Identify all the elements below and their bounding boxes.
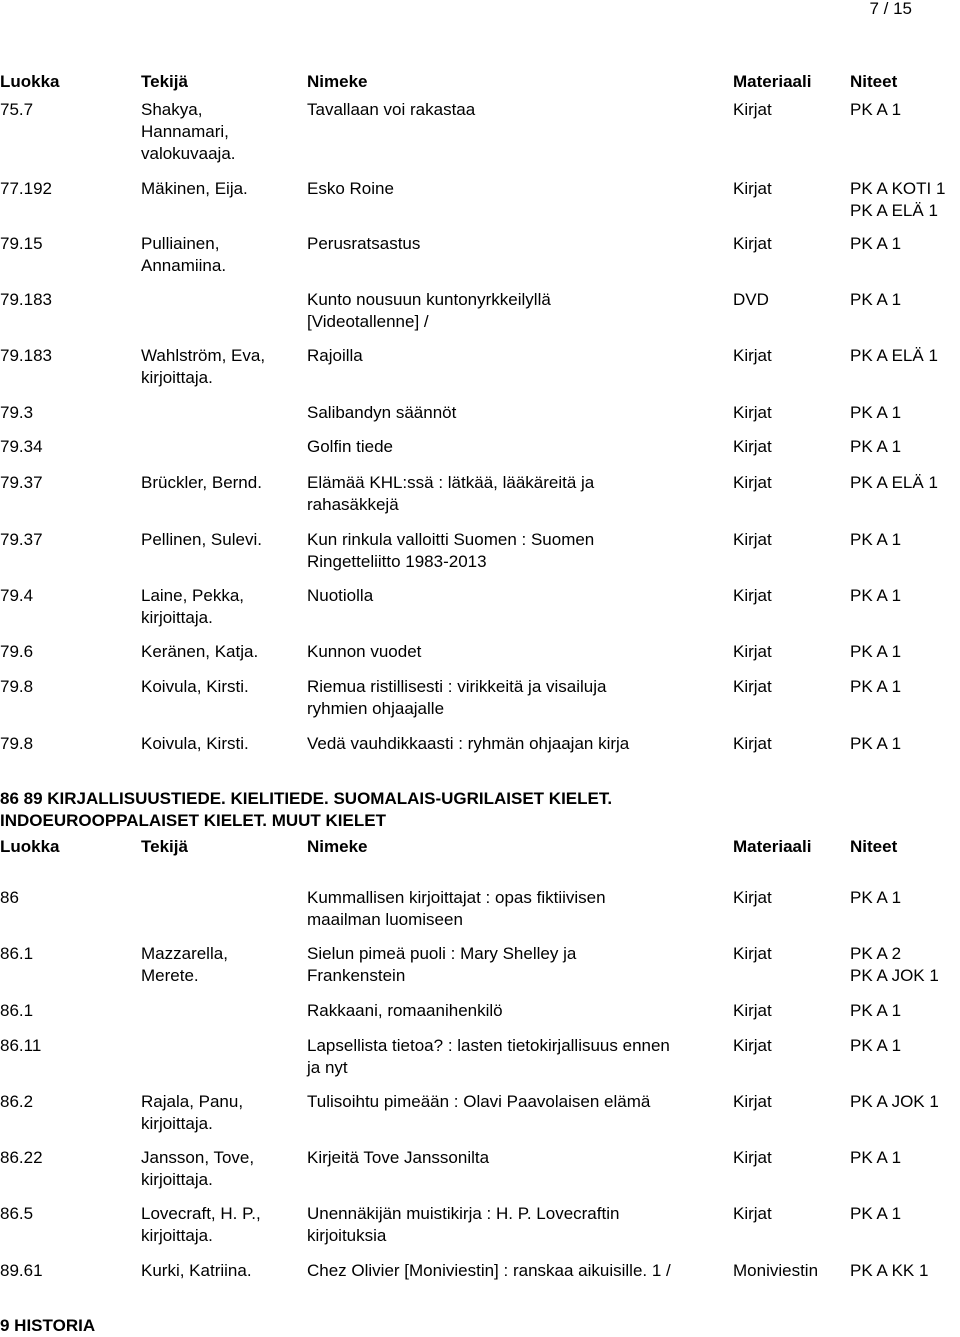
- cell-niteet: [850, 1000, 901, 1022]
- cell-nimeke-line: Perusratsastus: [307, 234, 421, 253]
- cell-niteet-line: PK A KOTI 1: [850, 179, 946, 198]
- cell-materiaali: Kirjat: [733, 473, 772, 492]
- cell-nimeke-line: Riemua ristillisesti : virikkeitä ja visailuja: [307, 677, 607, 696]
- cell-luokka: 79.8: [0, 734, 34, 753]
- cell-tekija-line: Brückler, Bernd.: [141, 473, 262, 492]
- cell-niteet-line: PK A 1: [850, 586, 902, 605]
- cell-niteet: [850, 402, 901, 424]
- cell-nimeke-line: Tavallaan voi rakastaa: [307, 100, 476, 119]
- cell-materiaali: Kirjat: [733, 100, 772, 119]
- cell-tekija: [141, 1147, 254, 1191]
- cell-nimeke-line: Sielun pimeä puoli : Mary Shelley ja: [307, 944, 577, 963]
- cell-materiaali: Moniviestin: [733, 1261, 819, 1280]
- cell-nimeke-line: Kun rinkula valloitti Suomen : Suomen: [307, 530, 595, 549]
- cell-tekija-line: Merete.: [141, 966, 199, 985]
- cell-materiaali: Kirjat: [733, 403, 772, 422]
- cell-luokka: 86.1: [0, 1001, 34, 1020]
- cell-tekija-line: Hannamari,: [141, 122, 229, 141]
- cell-nimeke: [307, 1260, 671, 1282]
- cell-luokka: 86.5: [0, 1204, 34, 1223]
- cell-nimeke: [307, 943, 576, 987]
- cell-nimeke-line: Vedä vauhdikkaasti : ryhmän ohjaajan kirja: [307, 734, 630, 753]
- cell-nimeke-line: Kummallisen kirjoittajat : opas fiktiivisen: [307, 888, 606, 907]
- cell-niteet-line: PK A 1: [850, 677, 902, 696]
- cell-niteet-line: PK A JOK 1: [850, 966, 939, 985]
- cell-tekija-line: Wahlström, Eva,: [141, 346, 266, 365]
- cell-nimeke-line: ja nyt: [307, 1058, 348, 1077]
- cell-tekija: [141, 641, 258, 663]
- cell-nimeke: [307, 733, 629, 755]
- cell-tekija: [141, 233, 226, 277]
- cell-niteet: [850, 178, 945, 222]
- cell-niteet: [850, 676, 901, 698]
- cell-materiaali: Kirjat: [733, 437, 772, 456]
- cell-tekija-line: Lovecraft, H. P.,: [141, 1204, 261, 1223]
- section-title-line: INDOEUROOPPALAISET KIELET. MUUT KIELET: [0, 811, 386, 830]
- cell-nimeke-line: Golfin tiede: [307, 437, 393, 456]
- cell-nimeke-line: ryhmien ohjaajalle: [307, 699, 445, 718]
- cell-niteet: [850, 1203, 901, 1225]
- cell-niteet: [850, 233, 901, 255]
- cell-niteet-line: PK A 1: [850, 290, 902, 309]
- cell-tekija-line: Laine, Pekka,: [141, 586, 245, 605]
- cell-nimeke: [307, 402, 456, 424]
- cell-nimeke-line: Kirjeitä Tove Janssonilta: [307, 1148, 490, 1167]
- cell-niteet: [850, 1091, 939, 1113]
- cell-tekija: [141, 676, 249, 698]
- header-tekija: Tekijä: [141, 72, 188, 91]
- cell-niteet-line: PK A JOK 1: [850, 1092, 939, 1111]
- cell-materiaali: Kirjat: [733, 234, 772, 253]
- cell-nimeke-line: Ringetteliitto 1983-2013: [307, 552, 487, 571]
- cell-tekija-line: Mazzarella,: [141, 944, 228, 963]
- cell-nimeke-line: Esko Roine: [307, 179, 394, 198]
- cell-materiaali: Kirjat: [733, 1204, 772, 1223]
- cell-luokka: 79.6: [0, 642, 34, 661]
- page-number: 7 / 15: [869, 0, 912, 18]
- cell-tekija: [141, 99, 236, 165]
- cell-niteet-line: PK A 1: [850, 1148, 902, 1167]
- cell-niteet-line: PK A 1: [850, 734, 902, 753]
- cell-tekija: [141, 1260, 252, 1282]
- cell-luokka: 79.37: [0, 473, 43, 492]
- cell-nimeke: [307, 676, 606, 720]
- cell-niteet-line: PK A 1: [850, 642, 902, 661]
- cell-nimeke-line: [Videotallenne] /: [307, 312, 429, 331]
- cell-niteet: [850, 289, 901, 311]
- cell-tekija-line: Koivula, Kirsti.: [141, 734, 249, 753]
- cell-nimeke: [307, 529, 594, 573]
- header-materiaali: Materiaali: [733, 72, 812, 91]
- cell-nimeke: [307, 1147, 489, 1169]
- cell-niteet: [850, 733, 901, 755]
- cell-tekija-line: Annamiina.: [141, 256, 227, 275]
- cell-nimeke: [307, 233, 420, 255]
- cell-materiaali: Kirjat: [733, 346, 772, 365]
- cell-tekija-line: Kurki, Katriina.: [141, 1261, 252, 1280]
- cell-luokka: 79.3: [0, 403, 34, 422]
- cell-niteet-line: PK A 1: [850, 888, 902, 907]
- cell-nimeke: [307, 887, 606, 931]
- cell-luokka: 86: [0, 888, 19, 907]
- cell-niteet: [850, 1035, 901, 1057]
- cell-niteet-line: PK A 2: [850, 944, 902, 963]
- header-nimeke: Nimeke: [307, 72, 368, 91]
- cell-tekija: [141, 733, 249, 755]
- cell-nimeke-line: Tulisoihtu pimeään : Olavi Paavolaisen elämä: [307, 1092, 651, 1111]
- cell-tekija-line: kirjoittaja.: [141, 1226, 213, 1245]
- cell-tekija-line: Keränen, Katja.: [141, 642, 259, 661]
- cell-niteet-line: PK A 1: [850, 234, 902, 253]
- cell-materiaali: Kirjat: [733, 179, 772, 198]
- cell-niteet: [850, 436, 901, 458]
- section-title-literature: [0, 788, 612, 832]
- header-nimeke: Nimeke: [307, 837, 368, 856]
- cell-niteet: [850, 1260, 928, 1282]
- cell-nimeke-line: Salibandyn säännöt: [307, 403, 457, 422]
- cell-materiaali: Kirjat: [733, 1036, 772, 1055]
- cell-luokka: 79.8: [0, 677, 34, 696]
- header-materiaali: Materiaali: [733, 837, 812, 856]
- cell-tekija: [141, 529, 262, 551]
- cell-niteet: [850, 585, 901, 607]
- cell-luokka: 79.37: [0, 530, 43, 549]
- cell-niteet-line: PK A 1: [850, 1001, 902, 1020]
- cell-tekija: [141, 178, 248, 200]
- cell-tekija-line: kirjoittaja.: [141, 608, 213, 627]
- cell-niteet: [850, 472, 938, 494]
- header-tekija: Tekijä: [141, 837, 188, 856]
- cell-tekija-line: Mäkinen, Eija.: [141, 179, 248, 198]
- cell-niteet-line: PK A ELÄ 1: [850, 201, 938, 220]
- cell-nimeke: [307, 641, 421, 663]
- cell-luokka: 86.11: [0, 1036, 42, 1055]
- cell-niteet-line: PK A ELÄ 1: [850, 473, 938, 492]
- cell-tekija-line: valokuvaaja.: [141, 144, 236, 163]
- header-luokka: Luokka: [0, 837, 60, 856]
- section-title-history: 9 HISTORIA: [0, 1316, 96, 1335]
- cell-materiaali: Kirjat: [733, 944, 772, 963]
- cell-niteet: [850, 529, 901, 551]
- cell-tekija-line: kirjoittaja.: [141, 1114, 213, 1133]
- cell-tekija: [141, 1091, 243, 1135]
- cell-luokka: 77.192: [0, 179, 52, 198]
- cell-nimeke-line: kirjoituksia: [307, 1226, 387, 1245]
- cell-tekija: [141, 1203, 261, 1247]
- cell-materiaali: Kirjat: [733, 530, 772, 549]
- cell-niteet-line: PK A ELÄ 1: [850, 346, 938, 365]
- cell-nimeke-line: Frankenstein: [307, 966, 406, 985]
- cell-tekija: [141, 472, 262, 494]
- cell-materiaali: Kirjat: [733, 642, 772, 661]
- header-niteet: Niteet: [850, 837, 898, 856]
- cell-tekija-line: kirjoittaja.: [141, 368, 213, 387]
- header-luokka: Luokka: [0, 72, 60, 91]
- cell-nimeke-line: Kunto nousuun kuntonyrkkeilyllä: [307, 290, 551, 309]
- cell-luokka: 75.7: [0, 100, 34, 119]
- cell-niteet-line: PK A 1: [850, 437, 902, 456]
- cell-nimeke-line: Unennäkijän muistikirja : H. P. Lovecraftin: [307, 1204, 620, 1223]
- cell-materiaali: Kirjat: [733, 1001, 772, 1020]
- cell-tekija: [141, 943, 228, 987]
- cell-niteet-line: PK A KK 1: [850, 1261, 929, 1280]
- cell-materiaali: Kirjat: [733, 888, 772, 907]
- cell-niteet-line: PK A 1: [850, 403, 902, 422]
- cell-luokka: 89.61: [0, 1261, 43, 1280]
- cell-luokka: 86.1: [0, 944, 34, 963]
- cell-tekija-line: Koivula, Kirsti.: [141, 677, 249, 696]
- cell-tekija: [141, 585, 244, 629]
- cell-niteet-line: PK A 1: [850, 530, 902, 549]
- cell-niteet-line: PK A 1: [850, 1204, 902, 1223]
- cell-materiaali: Kirjat: [733, 1148, 772, 1167]
- cell-nimeke-line: rahasäkkejä: [307, 495, 399, 514]
- cell-luokka: 79.15: [0, 234, 43, 253]
- cell-niteet-line: PK A 1: [850, 1036, 902, 1055]
- cell-luokka: 79.4: [0, 586, 34, 605]
- cell-tekija-line: Shakya,: [141, 100, 203, 119]
- cell-nimeke-line: Elämää KHL:ssä : lätkää, lääkäreitä ja: [307, 473, 595, 492]
- cell-materiaali: Kirjat: [733, 586, 772, 605]
- cell-nimeke: [307, 436, 393, 458]
- cell-luokka: 79.183: [0, 290, 52, 309]
- cell-nimeke: [307, 472, 594, 516]
- cell-nimeke: [307, 345, 363, 367]
- cell-tekija-line: Pulliainen,: [141, 234, 220, 253]
- cell-tekija-line: Pellinen, Sulevi.: [141, 530, 262, 549]
- cell-niteet-line: PK A 1: [850, 100, 902, 119]
- cell-nimeke-line: Nuotiolla: [307, 586, 374, 605]
- cell-nimeke: [307, 99, 475, 121]
- cell-luokka: 86.22: [0, 1148, 43, 1167]
- cell-nimeke: [307, 1000, 503, 1022]
- cell-luokka: 79.34: [0, 437, 43, 456]
- cell-niteet: [850, 345, 938, 367]
- cell-nimeke: [307, 585, 373, 607]
- cell-niteet: [850, 887, 901, 909]
- cell-nimeke-line: Chez Olivier [Moniviestin] : ranskaa aikuisille. 1 /: [307, 1261, 671, 1280]
- cell-materiaali: DVD: [733, 290, 769, 309]
- cell-nimeke-line: Lapsellista tietoa? : lasten tietokirjallisuus ennen: [307, 1036, 670, 1055]
- cell-luokka: 79.183: [0, 346, 52, 365]
- cell-tekija-line: Rajala, Panu,: [141, 1092, 244, 1111]
- cell-nimeke-line: Rajoilla: [307, 346, 363, 365]
- cell-nimeke-line: Kunnon vuodet: [307, 642, 422, 661]
- cell-tekija-line: kirjoittaja.: [141, 1170, 213, 1189]
- cell-nimeke: [307, 1203, 619, 1247]
- cell-tekija-line: Jansson, Tove,: [141, 1148, 255, 1167]
- cell-materiaali: Kirjat: [733, 677, 772, 696]
- cell-niteet: [850, 99, 901, 121]
- cell-materiaali: Kirjat: [733, 734, 772, 753]
- cell-tekija: [141, 345, 265, 389]
- cell-nimeke: [307, 1091, 650, 1113]
- cell-materiaali: Kirjat: [733, 1092, 772, 1111]
- cell-niteet: [850, 641, 901, 663]
- cell-niteet: [850, 1147, 901, 1169]
- cell-niteet: [850, 943, 939, 987]
- cell-nimeke: [307, 1035, 670, 1079]
- header-niteet: Niteet: [850, 72, 898, 91]
- section-title-line: 86 89 KIRJALLISUUSTIEDE. KIELITIEDE. SUOMALAIS-UGRILAISET KIELET.: [0, 789, 613, 808]
- cell-nimeke-line: maailman luomiseen: [307, 910, 463, 929]
- cell-nimeke-line: Rakkaani, romaanihenkilö: [307, 1001, 503, 1020]
- cell-nimeke: [307, 178, 394, 200]
- cell-nimeke: [307, 289, 551, 333]
- cell-luokka: 86.2: [0, 1092, 34, 1111]
